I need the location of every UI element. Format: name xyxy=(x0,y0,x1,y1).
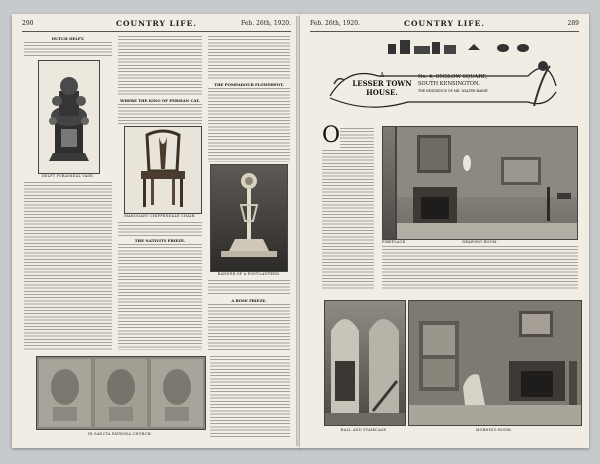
text-column xyxy=(208,88,290,162)
text-column xyxy=(322,150,374,290)
right-page-number: 289 xyxy=(567,20,579,27)
left-page-header xyxy=(22,20,291,30)
morning-room-illustration xyxy=(409,301,581,425)
carved-panels-photo xyxy=(36,356,206,430)
text-column xyxy=(118,104,202,124)
left-page xyxy=(12,14,301,448)
right-header-rule xyxy=(310,31,579,32)
article-title-line3: HOUSE. xyxy=(366,88,398,97)
right-running-title: COUNTRY LIFE. xyxy=(404,19,485,28)
heading-dutch-delft: DUTCH DELFT. xyxy=(51,36,85,41)
hall-staircase-photo xyxy=(324,300,406,426)
caption-fireplace: FIREPLACE. xyxy=(382,240,407,244)
caption-delft-vase: DELFT PYRAMIDAL VASE. xyxy=(41,174,95,178)
caption-morning-room: MORNING-ROOM. xyxy=(475,428,513,432)
address-line1: No. 4, ONSLOW SQUARE, xyxy=(418,74,488,80)
left-page-date: Feb. 26th, 1920. xyxy=(241,20,291,27)
text-column xyxy=(340,128,374,148)
right-page-date: Feb. 26th, 1920. xyxy=(310,20,360,27)
carved-panels-illustration xyxy=(37,357,205,429)
morning-room-photo xyxy=(408,300,582,426)
left-running-title: COUNTRY LIFE. xyxy=(116,19,197,28)
text-column xyxy=(210,356,290,438)
chair-photo xyxy=(124,126,202,214)
text-column xyxy=(118,244,202,350)
left-page-number: 290 xyxy=(22,20,34,27)
post-lantern-photo xyxy=(210,164,288,272)
drawing-room-photo xyxy=(396,126,578,240)
author-line: THE RESIDENCE OF MR. WALTER BARRY. xyxy=(418,89,489,93)
chair-illustration xyxy=(125,127,201,213)
text-column xyxy=(118,36,202,96)
text-column xyxy=(118,222,202,236)
caption-chair: MAHOGANY CHIPPENDALE CHAIR. xyxy=(124,214,196,218)
drop-cap: O xyxy=(322,123,341,148)
right-page-header xyxy=(310,20,579,30)
delft-vase-illustration xyxy=(39,61,99,173)
heading-rose-frieze: A ROSE FRIEZE. xyxy=(231,298,267,303)
heading-nativity: THE NATIVITY FRIEZE. xyxy=(134,238,186,243)
heading-where-king: WHERE THE KING OF PERSIAN CAT. xyxy=(120,98,200,103)
address-line2: SOUTH KENSINGTON. xyxy=(418,81,480,87)
caption-drawing-room: DRAWING-ROOM. xyxy=(462,240,498,244)
caption-carved-panels: IN SANCTA PATRONA CHURCH. xyxy=(87,432,153,436)
article-title-line1: A xyxy=(379,72,385,79)
text-column xyxy=(24,182,112,350)
delft-vase-photo xyxy=(38,60,100,174)
post-lantern-illustration xyxy=(211,165,287,271)
caption-hall: HALL AND STAIRCASE. xyxy=(340,428,388,432)
text-column xyxy=(208,36,290,80)
drawing-room-illustration xyxy=(397,127,577,239)
caption-post-lantern: BANNER OF A POST-LANTERN. xyxy=(217,272,281,276)
hall-staircase-illustration xyxy=(325,301,405,425)
text-column xyxy=(208,304,290,350)
heading-pompadour: THE POMPADOUR FLOWERPOT. xyxy=(214,82,284,87)
right-page xyxy=(300,14,589,448)
left-header-rule xyxy=(22,31,291,32)
text-column xyxy=(208,280,290,296)
article-title-line2: LESSER TOWN xyxy=(352,79,412,88)
text-column xyxy=(382,246,578,290)
fireplace-side-photo xyxy=(382,126,396,240)
text-column xyxy=(24,42,112,58)
